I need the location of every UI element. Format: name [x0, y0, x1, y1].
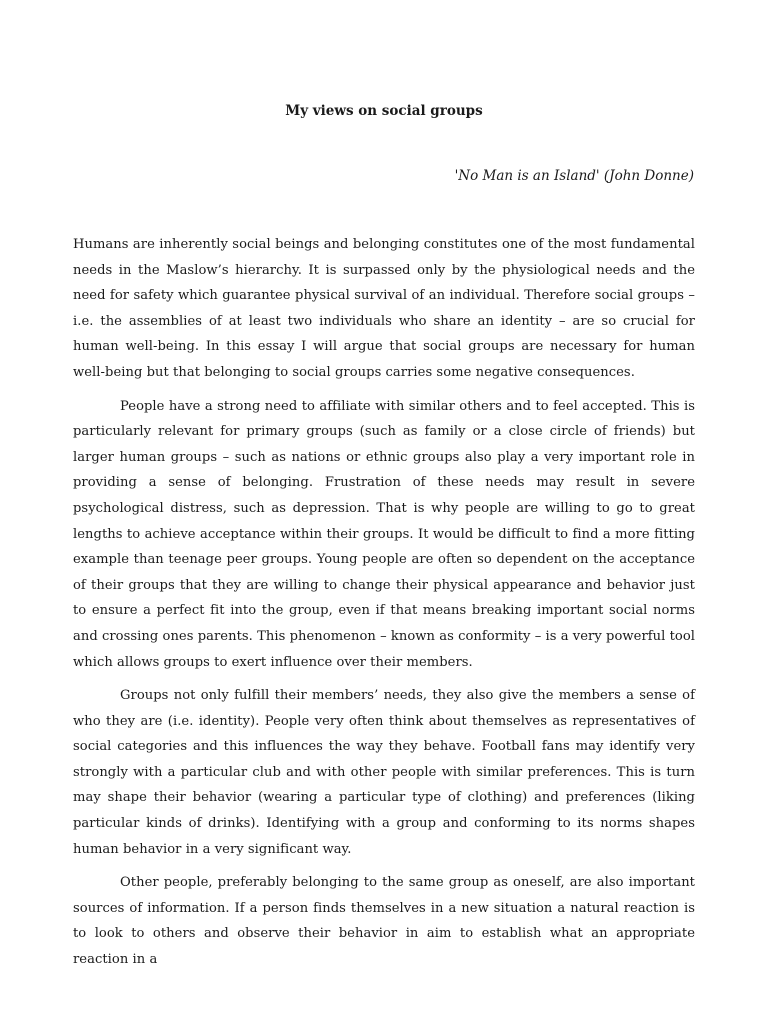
paragraph-affiliation: People have a strong need to affiliate with similar others and to feel accepted. This is particularly relevant for primary groups (such as family or a close circle of friends) but larger human groups – such as nations or ethnic groups also play a very important role in providing a sense of belonging. Frustration of these needs may result in severe psychological distress, such as depression. That is why people are willing to go to great lengths to achieve acceptance within their groups. It would be difficult to find a more fitting example than teenage peer groups. Young people are often so dependent on the acceptance of their groups that they are willing to change their physical appearance and behavior just to ensure a perfect fit into the group, even if that means breaking important social norms and crossing ones parents. This phenomenon – known as conformity – is a very powerful tool which allows groups to exert influence over their members.: [73, 398, 695, 670]
document-body: [73, 232, 695, 981]
paragraph-information: Other people, preferably belonging to the same group as oneself, are also important sources of information. If a person finds themselves in a new situation a natural reaction is to look to others and observe their behavior in aim to establish what an appropriate reaction in a: [73, 875, 695, 968]
document-title: My views on social groups: [285, 103, 483, 119]
paragraph-identity: Groups not only fulfill their members’ needs, they also give the members a sense of who they are (i.e. identity). People very often think about themselves as representatives of social categories and this influences the way they behave. Football fans may identify very strongly with a particular club and with other people with similar preferences. This is turn may shape their behavior (wearing a particular type of clothing) and preferences (liking particular kinds of drinks). Identifying with a group and conforming to its norms shapes human behavior in a very significant way.: [73, 688, 695, 857]
epigraph-quote: 'No Man is an Island' (John Donne): [454, 168, 694, 184]
paragraph-intro: Humans are inherently social beings and belonging constitutes one of the most fundamental needs in the Maslow’s hierarchy. It is surpassed only by the physiological needs and the need for safety which guarantee physical survival of an individual. Therefore social groups – i.e. the assemblies of at least two individuals who share an identity – are so crucial for human well-being. In this essay I will argue that social groups are necessary for human well-being but that belonging to social groups carries some negative consequences.: [73, 237, 695, 380]
